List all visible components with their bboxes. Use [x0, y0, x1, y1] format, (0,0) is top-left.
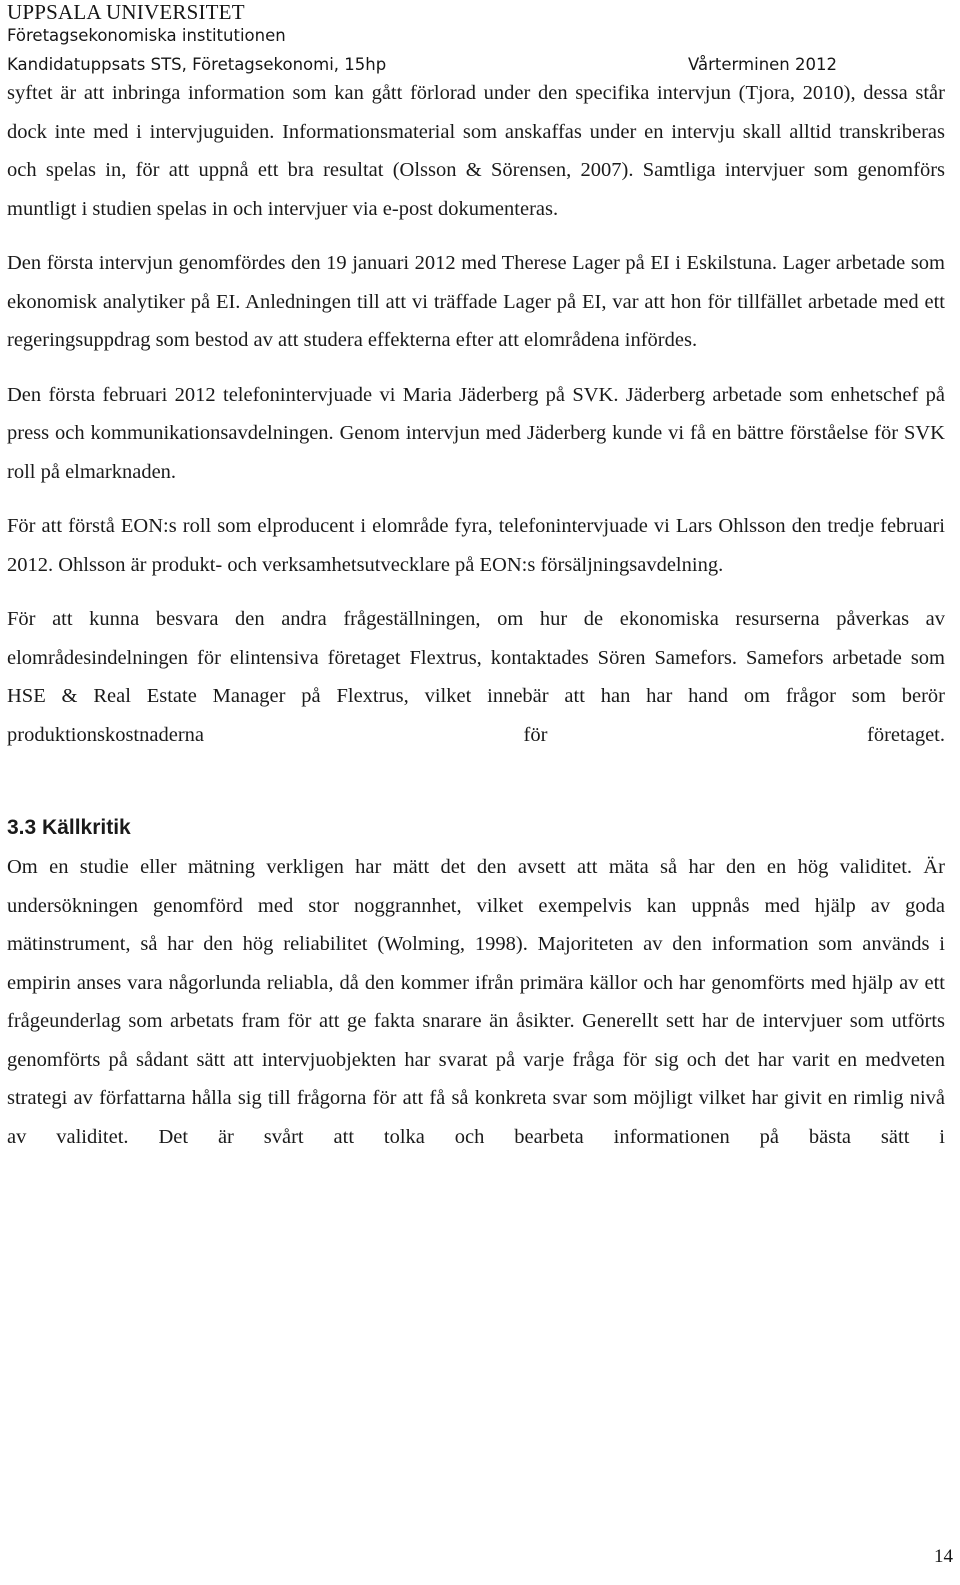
page-number: 14 [934, 1546, 953, 1567]
paragraph: syftet är att inbringa information som kan gått förlorad under den specifika intervjun (Tjora, 2010), dessa står dock inte med i intervjuguiden. Informationsmaterial som anskaffas under en intervju skall alltid transkriberas och spelas in, för att uppnå ett bra resultat (Olsson & Sörensen, 2007). Samtliga intervjuer som genomförs muntligt i studien spelas in och intervjuer via e-post dokumenteras. [7, 82, 945, 220]
paragraph: Den första intervjun genomfördes den 19 januari 2012 med Therese Lager på EI i Eskilstuna. Lager arbetade som ekonomisk analytiker på EI. Anledningen till att vi träffade Lager på EI, var att hon för tillfället arbetade med ett regeringsuppdrag som bestod av att studera effekterna efter att elområdena infördes. [7, 252, 945, 351]
body-text [7, 74, 945, 1156]
course-title: Kandidatuppsats STS, Företagsekonomi, 15hp [7, 55, 387, 74]
paragraph: För att förstå EON:s roll som elproducent i elområde fyra, telefonintervjuade vi Lars Ohlsson den tredje februari 2012. Ohlsson är produkt- och verksamhetsutvecklare på EON:s försäljningsavdelning. [7, 515, 945, 576]
paragraph: Den första februari 2012 telefonintervjuade vi Maria Jäderberg på SVK. Jäderberg arbetade som enhetschef på press och kommunikationsavdelningen. Genom intervjun med Jäderberg kunde vi få en bättre förståelse för SVK roll på elmarknaden. [7, 383, 945, 483]
term-label: Vårterminen 2012 [688, 55, 837, 74]
page-header [7, 0, 953, 77]
section-paragraph: Om en studie eller mätning verkligen har mätt det den avsett att mäta så har den en hög validitet. Är undersökningen genomförd med stor noggrannhet, vilket exempelvis kan uppnås med hjälp av goda mätinstrument, så har den hög reliabilitet (Wolming, 1998). Majoriteten av den information som används i empirin anses vara någorlunda reliabla, då den kommer ifrån primära källor och har genomförts med hjälp av ett frågeunderlag som arbetats fram för att ge fakta snarare än åsikter. Generellt sett har de intervjuer som utförts genomförts på sådant sätt att intervjuobjekten har svarat på varje fråga för sig och det har varit en medveten strategi av författarna hålla sig till frågorna för att få så konkreta svar som möjligt vilket har givit en rimlig nivå av validitet. Det är svårt att tolka och bearbeta informationen på bästa sätt i [7, 856, 945, 1148]
paragraph: För att kunna besvara den andra frågeställningen, om hur de ekonomiska resurserna påverkas av elområdesindelningen för elintensiva företaget Flextrus, kontaktades Sören Samefors. Samefors arbetade som HSE & Real Estate Manager på Flextrus, vilket innebär att han har hand om frågor som berör produktionskostnaderna för företaget. [7, 608, 945, 746]
department-name: Företagsekonomiska institutionen [7, 26, 286, 45]
section-heading: 3.3 Källkritik [7, 816, 131, 839]
university-name: UPPSALA UNIVERSITET [7, 0, 245, 24]
